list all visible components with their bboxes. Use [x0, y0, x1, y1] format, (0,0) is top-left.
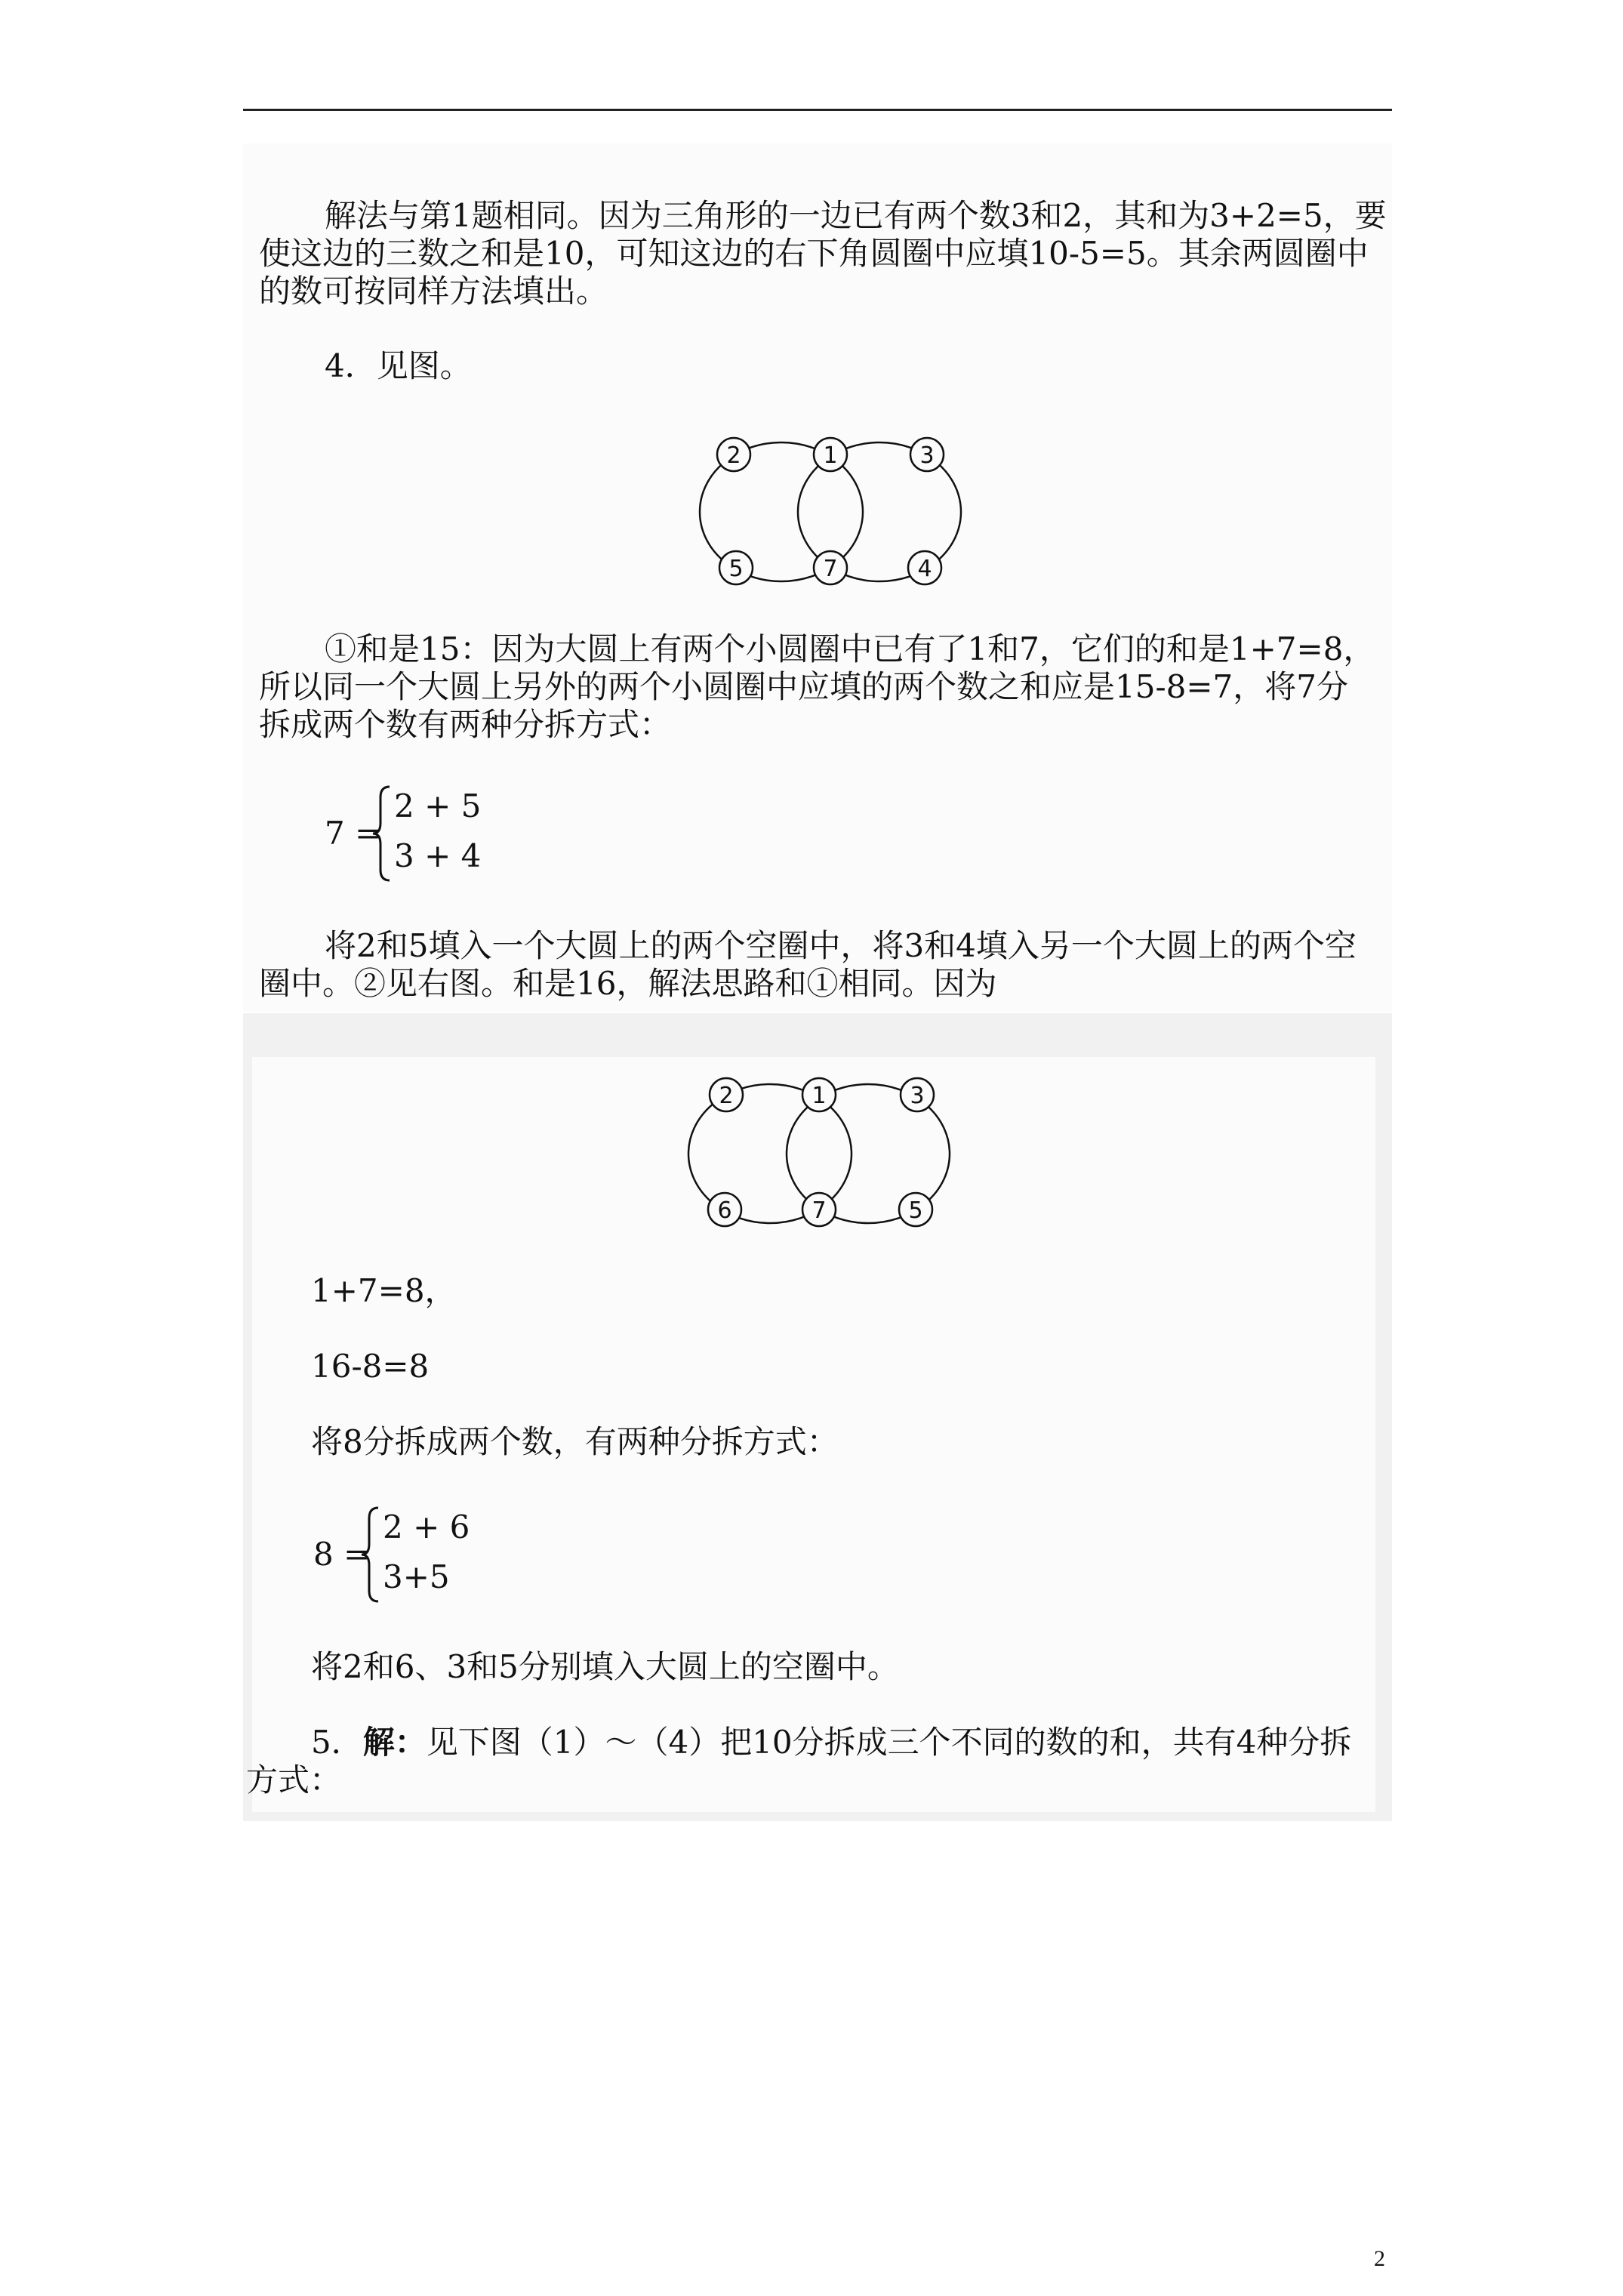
- paragraph-3-line-3: 拆成两个数有两种分拆方式：: [259, 706, 672, 743]
- equation-2-top: 2 + 6: [383, 1509, 470, 1546]
- paragraph-1-line-1: 解法与第1题相同。因为三角形的一边已有两个数3和2，其和为3+2=5，要: [325, 197, 1387, 234]
- svg-text:4: 4: [917, 556, 932, 582]
- equation-2-lhs: 8 =: [313, 1536, 371, 1573]
- paragraph-7: 将8分拆成两个数，有两种分拆方式：: [311, 1423, 839, 1460]
- paragraph-9-line-2: 方式：: [246, 1761, 342, 1798]
- svg-text:5: 5: [908, 1197, 923, 1224]
- node-bottom-mid: [814, 551, 847, 584]
- node-top-mid: [814, 438, 847, 471]
- circle-diagram-2: [683, 1065, 955, 1246]
- equation-1-top: 2 + 5: [394, 787, 482, 824]
- svg-text:1: 1: [812, 1083, 827, 1109]
- paragraph-2: 4．见图。: [325, 347, 472, 384]
- svg-text:1: 1: [823, 442, 838, 469]
- svg-text:3: 3: [919, 442, 935, 469]
- svg-text:5: 5: [728, 556, 744, 582]
- node-top-mid: [802, 1078, 836, 1111]
- item-number: 5．: [311, 1724, 363, 1761]
- paragraph-1-line-2: 使这边的三数之和是10，可知这边的右下角圆圈中应填10-5=5。其余两圆圈中: [259, 235, 1369, 272]
- equation-1-lhs: 7 =: [325, 815, 382, 852]
- paragraph-6: 16-8=8: [311, 1348, 430, 1385]
- header-rule: [243, 109, 1392, 111]
- svg-text:2: 2: [719, 1083, 734, 1109]
- node-top-left: [717, 438, 750, 471]
- paragraph-9-line-1: [311, 1721, 1351, 1764]
- equation-2-bottom: 3+5: [383, 1558, 450, 1595]
- circle-diagram-1: [694, 423, 966, 604]
- svg-text:2: 2: [726, 442, 741, 469]
- node-top-right: [910, 438, 944, 471]
- equation-1: [325, 778, 506, 891]
- svg-text:6: 6: [717, 1197, 732, 1224]
- node-bottom-mid: [802, 1193, 836, 1226]
- paragraph-3-line-2: 所以同一个大圆上另外的两个小圆圈中应填的两个数之和应是15-8=7，将7分: [259, 668, 1348, 705]
- svg-text:3: 3: [910, 1083, 925, 1109]
- svg-text:7: 7: [812, 1197, 827, 1224]
- paragraph-5: 1+7=8，: [311, 1272, 457, 1309]
- paragraph-3-line-1: ①和是15：因为大圆上有两个小圆圈中已有了1和7，它们的和是1+7=8，: [325, 630, 1375, 667]
- node-top-left: [710, 1078, 743, 1111]
- node-bottom-right: [908, 551, 941, 584]
- equation-1-bottom: 3 + 4: [394, 837, 482, 874]
- paragraph-4-line-2: 圈中。②见右图。和是16，解法思路和①相同。因为: [259, 965, 997, 1002]
- node-top-right: [901, 1078, 934, 1111]
- svg-text:7: 7: [823, 556, 838, 582]
- node-bottom-left: [719, 551, 753, 584]
- node-bottom-right: [899, 1193, 932, 1226]
- solution-label: 解：: [362, 1724, 427, 1761]
- paragraph-1-line-3: 的数可按同样方法填出。: [259, 273, 608, 310]
- equation-2: [313, 1499, 494, 1612]
- paragraph-4-line-1: 将2和5填入一个大圆上的两个空圈中，将3和4填入另一个大圆上的两个空: [325, 927, 1357, 964]
- node-bottom-left: [708, 1193, 741, 1226]
- paragraph-9-text: 见下图（1）～（4）把10分拆成三个不同的数的和，共有4种分拆: [426, 1724, 1352, 1761]
- paragraph-8: 将2和6、3和5分别填入大圆上的空圈中。: [311, 1648, 899, 1685]
- page-number: 2: [1374, 2246, 1385, 2271]
